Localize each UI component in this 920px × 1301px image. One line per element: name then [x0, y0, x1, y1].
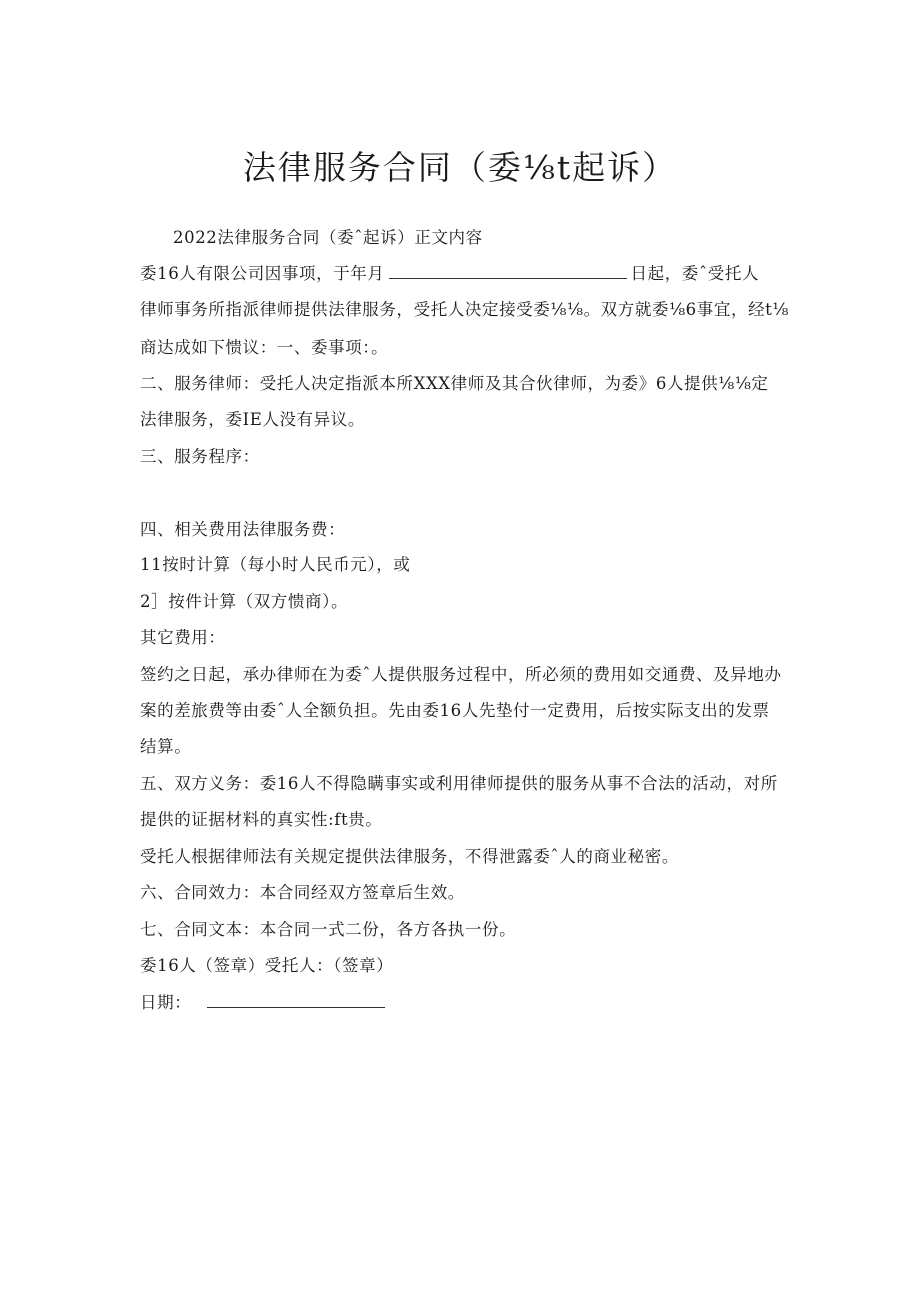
paragraph-line: 法律服务，委IE人没有异议。	[140, 410, 365, 429]
date-blank	[389, 264, 627, 279]
paragraph-line: 律师事务所指派律师提供法律服务，受托人决定接受委⅛⅛。双方就委⅛6事宜，经t⅛	[140, 300, 789, 319]
document-title: 法律服务合同（委⅛t起诉）	[242, 148, 678, 187]
date-line	[140, 991, 385, 1015]
paragraph-line: 结算。	[140, 737, 192, 756]
document-subtitle: 2022法律服务合同（委ˆ起诉）正文内容	[173, 228, 483, 247]
paragraph-text: 日起，委ˆ受托人	[630, 264, 760, 283]
signature-line: 委16人（签章）受托人：（签章）	[140, 956, 394, 975]
paragraph-line: 二、服务律师：受托人决定指派本所XXX律师及其合伙律师，为委》6人提供⅛⅛定	[140, 374, 769, 393]
paragraph-line: 五、双方义务：委16人不得隐瞒事实或利用律师提供的服务从事不合法的活动，对所	[140, 774, 778, 793]
paragraph-line: 案的差旅费等由委ˆ人全额负担。先由委16人先垫付一定费用，后按实际支出的发票	[140, 701, 770, 720]
paragraph-line: 签约之日起，承办律师在为委ˆ人提供服务过程中，所必须的费用如交通费、及异地办	[140, 665, 782, 684]
paragraph-line: 六、合同效力：本合同经双方签章后生效。	[140, 883, 465, 902]
paragraph-line: 三、服务程序：	[140, 447, 260, 466]
paragraph-line	[140, 262, 759, 286]
paragraph-line: 其它费用：	[140, 628, 226, 647]
paragraph-text: 委16人有限公司因事项，于年月	[140, 264, 385, 283]
paragraph-line: 11按时计算（每小时人民币元），或	[140, 555, 411, 574]
paragraph-line: 四、相关费用法律服务费：	[140, 520, 346, 539]
paragraph-line: 提供的证据材料的真实性:ft贵。	[140, 810, 383, 829]
paragraph-line: 2］按件计算（双方愦商）。	[140, 592, 349, 611]
date-blank	[207, 993, 385, 1008]
paragraph-line: 商达成如下愦议：一、委事项：。	[140, 338, 389, 357]
paragraph-line: 七、合同文本：本合同一式二份，各方各执一份。	[140, 920, 517, 939]
date-label: 日期：	[140, 993, 192, 1012]
paragraph-line: 受托人根据律师法有关规定提供法律服务，不得泄露委ˆ人的商业秘密。	[140, 847, 679, 866]
